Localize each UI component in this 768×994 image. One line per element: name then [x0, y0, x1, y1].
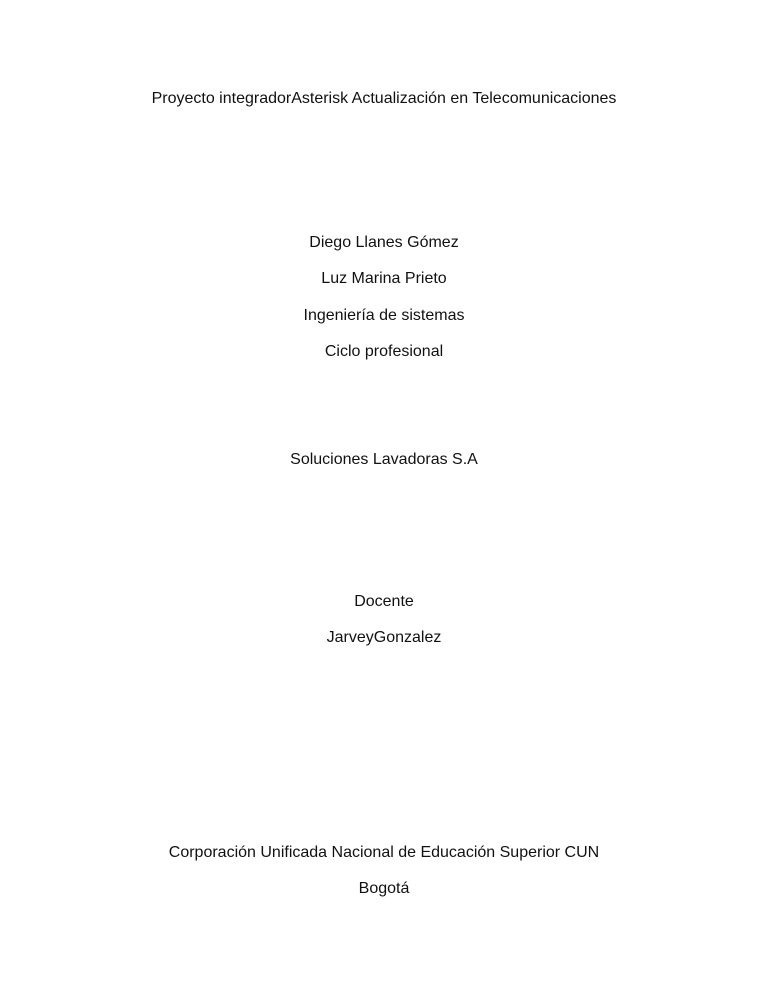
institution-name: Corporación Unificada Nacional de Educación Superior CUN: [168, 844, 600, 861]
teacher-name: JarveyGonzalez: [326, 629, 442, 646]
document-title: Proyecto integradorAsterisk Actualización en Telecomunicaciones: [151, 90, 617, 107]
program-name: Ingeniería de sistemas: [303, 307, 465, 324]
author-name: Luz Marina Prieto: [321, 270, 447, 287]
city-name: Bogotá: [358, 880, 410, 897]
company-name: Soluciones Lavadoras S.A: [290, 451, 478, 468]
cycle-name: Ciclo profesional: [324, 343, 444, 360]
teacher-label: Docente: [354, 593, 414, 610]
author-name: Diego Llanes Gómez: [309, 234, 459, 251]
